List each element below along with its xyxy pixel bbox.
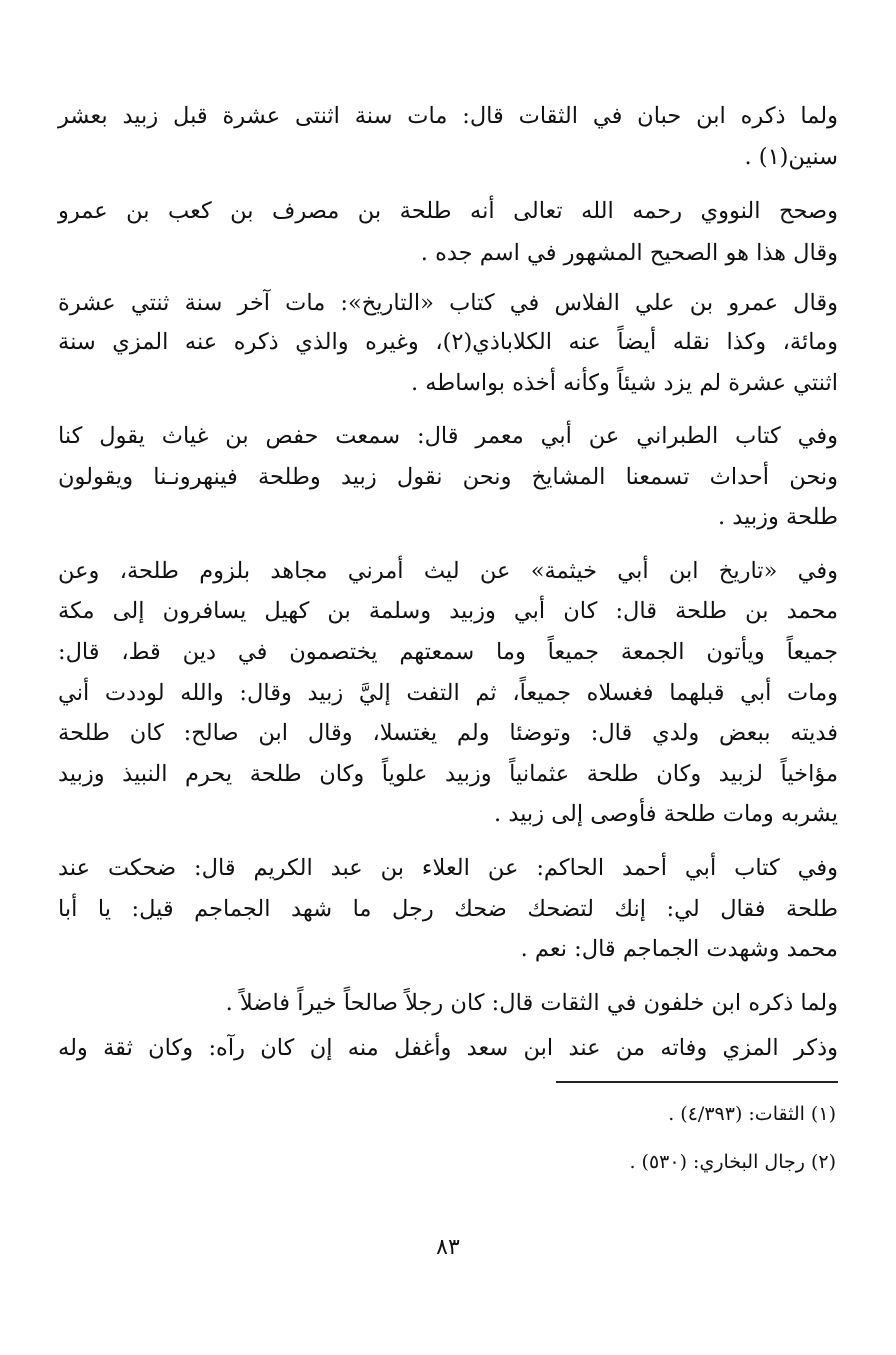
paragraph-line: وفي «تاريخ ابن أبي خيثمة» عن ليث أمرني مجاهد بلزوم طلحة، وعن <box>58 558 838 584</box>
paragraph-line: وفي كتاب الطبراني عن أبي معمر قال: سمعت حفص بن غياث يقول كنا <box>58 423 838 449</box>
footnote-2: (٢) رجال البخاري: (٥٣٠) . <box>629 1151 836 1173</box>
paragraph-line: اثنتي عشرة لم يزد شيئاً وكأنه أخذه بواساطه . <box>410 370 838 396</box>
paragraph-line: محمد بن طلحة قال: كان أبي وزبيد وسلمة بن كهيل يسافرون إلى مكة <box>58 598 838 624</box>
paragraph-line: مؤاخياً لزبيد وكان طلحة عثمانياً وزبيد علوياً وكان طلحة يحرم النبيذ وزبيد <box>58 761 838 787</box>
paragraph-line: جميعاً ويأتون الجمعة جميعاً وما سمعتهم يختصمون في دين قط، قال: <box>58 639 838 665</box>
paragraph-line: وفي كتاب أبي أحمد الحاكم: عن العلاء بن عبد الكريم قال: ضحكت عند <box>58 855 838 881</box>
paragraph-line: ونحن أحداث تسمعنا المشايخ ونحن نقول زبيد وطلحة فينهرونـنا ويقولون <box>58 464 838 490</box>
paragraph-line: محمد وشهدت الجماجم قال: نعم . <box>520 936 838 962</box>
paragraph-line: وقال عمرو بن علي الفلاس في كتاب «التاريخ»: مات آخر سنة ثنتي عشرة <box>58 290 838 316</box>
paragraph-line: طلحة وزبيد . <box>718 504 838 530</box>
footnote-separator <box>556 1081 838 1083</box>
paragraph-line: ولما ذكره ابن حبان في الثقات قال: مات سنة اثنتى عشرة قبل زبيد بعشر <box>58 103 838 129</box>
paragraph-line: سنين(١) . <box>744 144 838 170</box>
paragraph-line: وصحح النووي رحمه الله تعالى أنه طلحة بن مصرف بن كعب بن عمرو <box>58 198 838 224</box>
paragraph-line: فديته ببعض ولدي قال: وتوضئا ولم يغتسلا، وقال ابن صالح: كان طلحة <box>58 720 838 746</box>
paragraph-line: وذكر المزي وفاته من عند ابن سعد وأغفل منه إن كان رآه: وكان ثقة وله <box>58 1035 838 1061</box>
paragraph-line: ولما ذكره ابن خلفون في الثقات قال: كان رجلاً صالحاً خيراً فاضلاً . <box>225 990 838 1016</box>
paragraph-line: طلحة فقال لي: إنك لتضحك ضحك رجل ما شهد الجماجم قيل: يا أبا <box>58 896 838 922</box>
paragraph-line: ومائة، وكذا نقله أيضاً عنه الكلاباذي(٢)، وغيره والذي ذكره عنه المزي سنة <box>58 329 839 355</box>
paragraph-line: يشربه ومات طلحة فأوصى إلى زبيد . <box>494 801 838 827</box>
page-number: ٨٣ <box>436 1235 460 1260</box>
paragraph-line: ومات أبي قبلهما فغسلاه جميعاً، ثم التفت إليَّ زبيد وقال: والله لوددت أني <box>58 680 838 706</box>
footnote-1: (١) الثقات: (٤/٣٩٣) . <box>668 1103 836 1125</box>
paragraph-line: وقال هذا هو الصحيح المشهور في اسم جده . <box>420 240 838 266</box>
